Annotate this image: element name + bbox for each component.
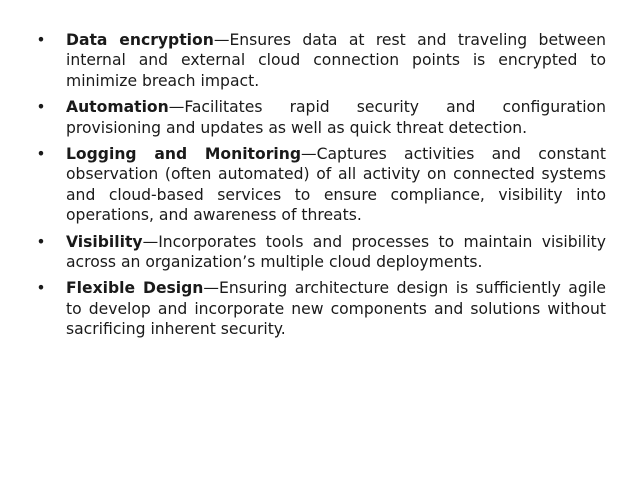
bullet-icon: • [36,98,46,117]
bullet-description: —Ensuring architecture design is sufficiently agile to develop and incorporate new components and solutions without sacrificing inherent security. [66,279,607,339]
bullet-item-flexible-design [34,278,606,339]
bullet-list [34,30,606,346]
bullet-item-logging-monitoring [34,144,606,226]
bullet-description: —Ensures data at rest and traveling between internal and external cloud connection points is encrypted to minimize breach impact. [66,31,606,90]
bullet-description: —Incorporates tools and processes to maintain visibility across an organization’s multiple cloud deployments. [66,232,606,272]
bullet-item-visibility [34,232,606,273]
bullet-term: Flexible Design [66,279,204,298]
bullet-icon: • [36,145,46,164]
bullet-term: Automation [66,98,169,117]
bullet-description: —Captures activities and constant observation (often automated) of all activity on connected systems and cloud-based services to ensure compliance, visibility into operations, and awareness of threats. [66,145,606,225]
bullet-term: Visibility [66,232,143,251]
bullet-term: Data encryption [66,31,214,49]
bullet-icon: • [36,232,46,251]
bullet-description: —Facilitates rapid security and configuration provisioning and updates as well as quick threat detection. [66,98,606,137]
bullet-item-data-encryption [34,30,606,91]
bullet-term: Logging and Monitoring [66,145,302,164]
bullet-item-automation [34,97,606,138]
bullet-icon: • [36,279,46,298]
bullet-icon: • [36,31,46,49]
